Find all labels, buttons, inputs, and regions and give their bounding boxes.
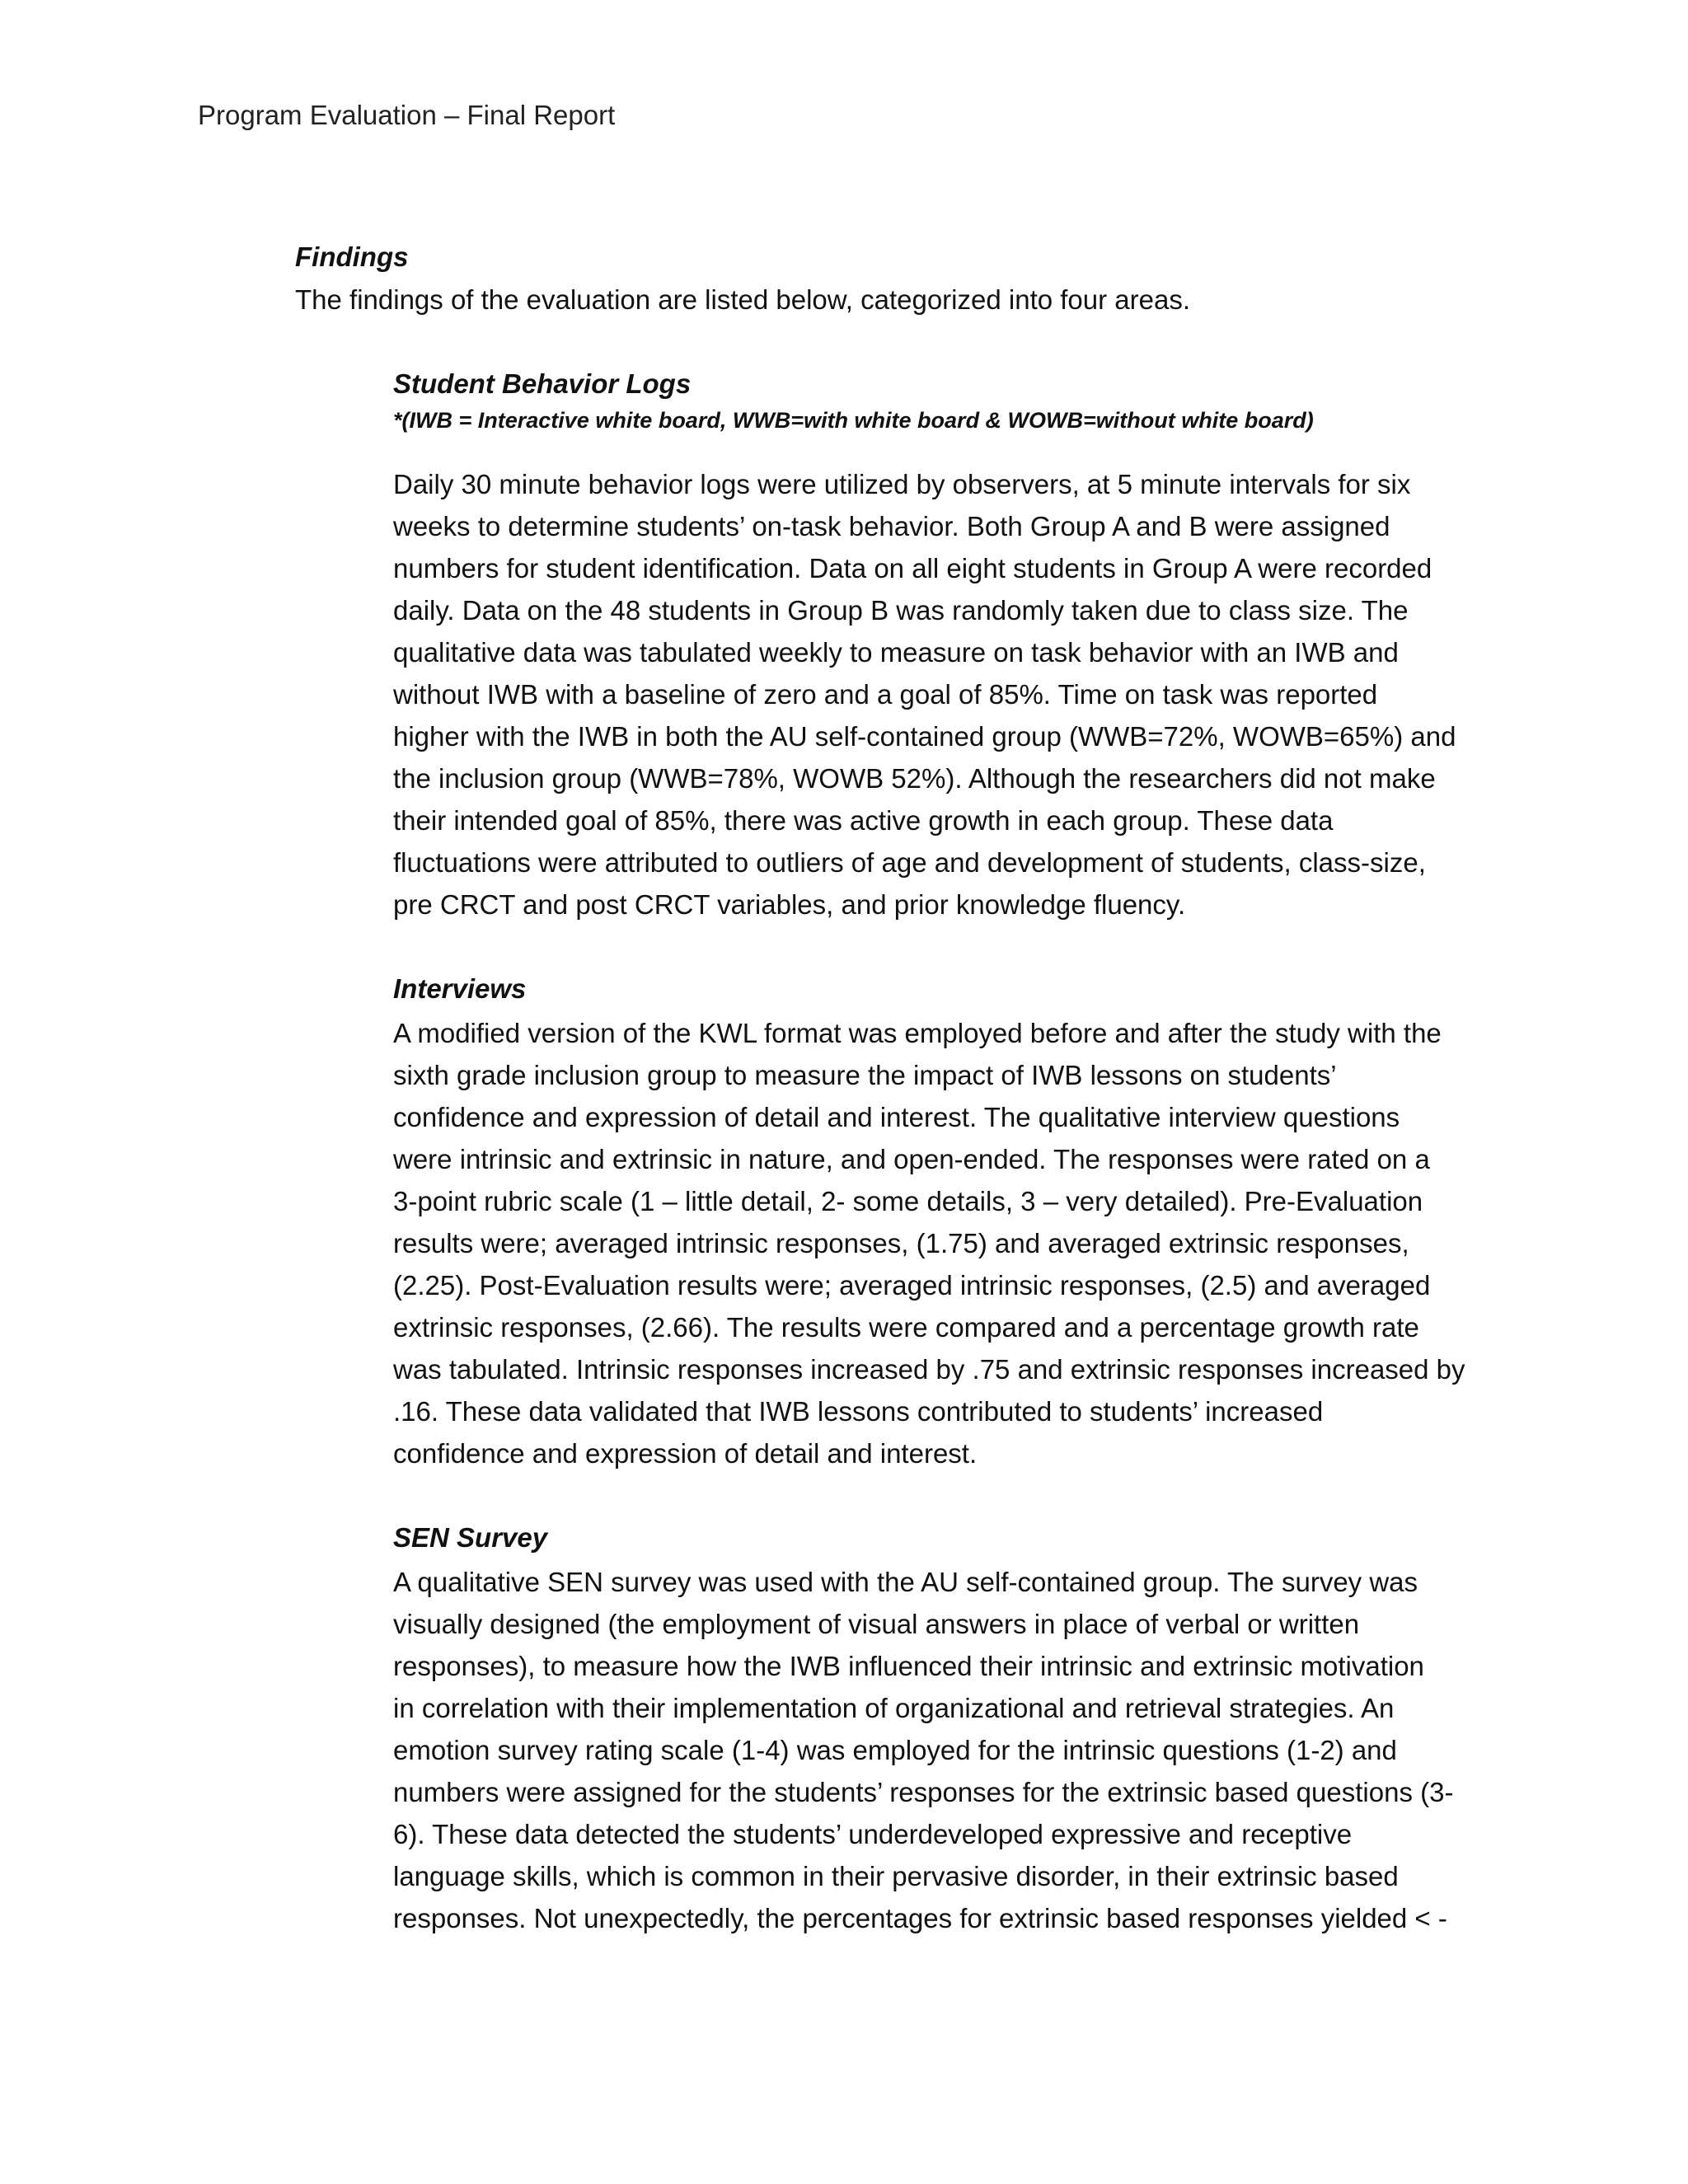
behavior-logs-paragraph: Daily 30 minute behavior logs were utilized by observers, at 5 minute intervals for six weeks to determine students’ on-task behavior. Both Group A and B were assigned numbers for student identification. Data on all eight students in Group A were recorded daily. Data on the 48 students in Group B was randomly taken due to class size. The qualitative data was tabulated weekly to measure on task behavior with an IWB and without IWB with a baseline of zero and a goal of 85%. Time on task was reported higher with the IWB in both the AU self-contained group (WWB=72%, WOWB=65%) and the inclusion group (WWB=78%, WOWB 52%). Although the researchers did not make their intended goal of 85%, there was active growth in each group. These data fluctuations were attributed to outliers of age and development of students, class-size, pre CRCT and post CRCT variables, and prior knowledge fluency. — [393, 469, 1456, 920]
section-student-behavior-logs — [393, 366, 1489, 926]
findings-heading: Findings — [295, 241, 409, 272]
running-header: Program Evaluation – Final Report — [198, 100, 616, 130]
findings-sections — [393, 366, 1489, 1985]
section-heading-behavior-logs: Student Behavior Logs — [393, 368, 692, 399]
section-sen-survey — [393, 1520, 1489, 1939]
findings-intro: The findings of the evaluation are listed below, categorized into four areas. — [295, 284, 1191, 315]
findings-block — [295, 239, 1531, 318]
interviews-paragraph: A modified version of the KWL format was employed before and after the study with the sixth grade inclusion group to measure the impact of IWB lessons on students’ confidence and expression of detail and interest. The qualitative interview questions were intrinsic and extrinsic in nature, and open-ended. The responses were rated on a 3-point rubric scale (1 – little detail, 2- some details, 3 – very detailed). Pre-Evaluation results were; averaged intrinsic responses, (1.75) and averaged extrinsic responses, (2.25). Post-Evaluation results were; averaged intrinsic responses, (2.5) and averaged extrinsic responses, (2.66). The results were compared and a percentage growth rate was tabulated. Intrinsic responses increased by .75 and extrinsic responses increased by .16. These data validated that IWB lessons contributed to students’ increased confidence and expression of detail and interest. — [393, 1018, 1465, 1469]
abbreviation-note: *(IWB = Interactive white board, WWB=with white board & WOWB=without white board) — [393, 408, 1314, 433]
section-heading-sen-survey: SEN Survey — [393, 1522, 548, 1553]
sen-survey-paragraph: A qualitative SEN survey was used with the AU self-contained group. The survey was visually designed (the employment of visual answers in place of verbal or written responses), to measure how the IWB influenced their intrinsic and extrinsic motivation in correlation with their implementation of organizational and retrieval strategies. An emotion survey rating scale (1-4) was employed for the intrinsic questions (1-2) and numbers were assigned for the students’ responses for the extrinsic based questions (3- 6). These data detected the students’ underdeveloped expressive and receptive language skills, which is common in their pervasive disorder, in their extrinsic based responses. Not unexpectedly, the percentages for extrinsic based responses yielded < - — [393, 1567, 1454, 1933]
section-interviews — [393, 971, 1489, 1474]
section-heading-interviews: Interviews — [393, 973, 527, 1004]
